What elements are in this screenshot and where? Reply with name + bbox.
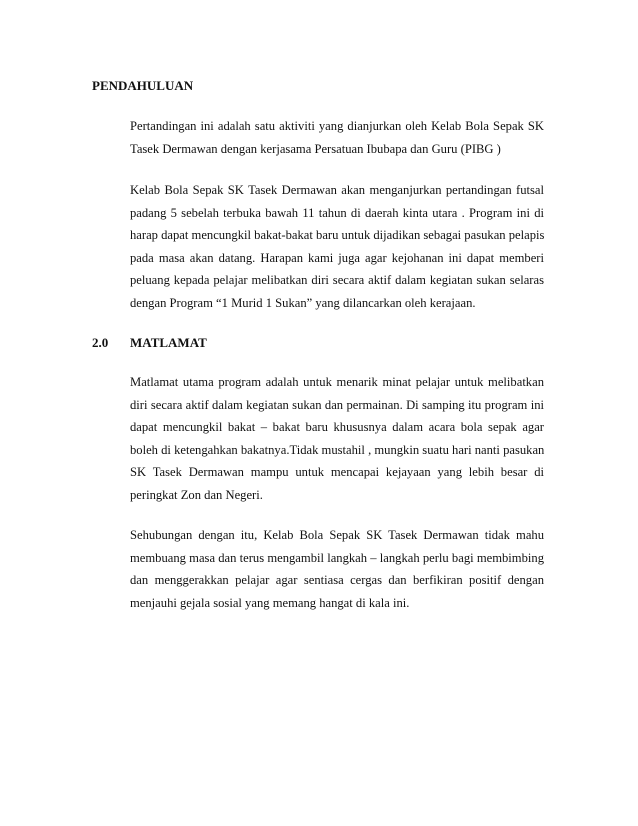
text-line: Tasek Dermawan dengan kerjasama Persatuan Ibubapa dan Guru (PIBG ) — [130, 141, 501, 156]
section-heading-pendahuluan — [92, 78, 193, 94]
text-line: membuang masa dan terus mengambil langkah – langkah perlu bagi membimbing — [130, 550, 544, 565]
text-line: Sehubungan dengan itu, Kelab Bola Sepak SK Tasek Dermawan tidak mahu — [130, 528, 544, 542]
text-line: diri secara aktif dalam kegiatan sukan dan permainan. Di samping itu program ini — [130, 397, 544, 412]
text-line: padang 5 sebelah terbuka bawah 11 tahun di daerah kinta utara . Program ini di — [130, 205, 544, 220]
section-title: PENDAHULUAN — [92, 78, 194, 93]
text-line: peluang kepada pelajar melibatkan diri secara aktif dalam kegiatan sukan selaras — [130, 273, 544, 288]
text-line: Pertandingan ini adalah satu aktiviti yang dianjurkan oleh Kelab Bola Sepak SK — [130, 119, 544, 133]
text-line: dapat mencungkil bakat – bakat baru khususnya dalam acara bola sepak agar — [130, 420, 544, 435]
text-line: SK Tasek Dermawan mampu untuk mencapai kejayaan yang lebih besar di — [130, 465, 544, 480]
paragraph-pendahuluan-2 — [130, 179, 544, 315]
text-line: Kelab Bola Sepak SK Tasek Dermawan akan menganjurkan pertandingan futsal — [130, 183, 544, 197]
section-number: 2.0 — [92, 335, 109, 350]
text-line: peringkat Zon dan Negeri. — [130, 487, 263, 502]
text-line: harap dapat mencungkil bakat-bakat baru untuk dijadikan sebagai pasukan pelapis — [130, 228, 545, 243]
text-line: dengan Program “1 Murid 1 Sukan” yang dilancarkan oleh kerajaan. — [130, 295, 476, 310]
paragraph-matlamat-2 — [130, 524, 544, 614]
section-heading-matlamat: MATLAMAT — [130, 335, 207, 350]
paragraph-matlamat-1 — [130, 371, 544, 507]
text-line: pada masa akan datang. Harapan kami juga agar kejohanan ini dapat memberi — [130, 250, 544, 265]
text-line: Matlamat utama program adalah untuk menarik minat pelajar untuk melibatkan — [130, 375, 544, 389]
text-line: dan menggerakkan pelajar agar sentiasa cergas dan berfikiran positif dengan — [130, 573, 544, 588]
text-line: menjauhi gejala sosial yang memang hangat di kala ini. — [130, 595, 410, 610]
paragraph-pendahuluan-1 — [130, 115, 544, 160]
text-line: boleh di ketengahkan bakatnya.Tidak mustahil , mungkin suatu hari nanti pasukan — [130, 442, 545, 457]
